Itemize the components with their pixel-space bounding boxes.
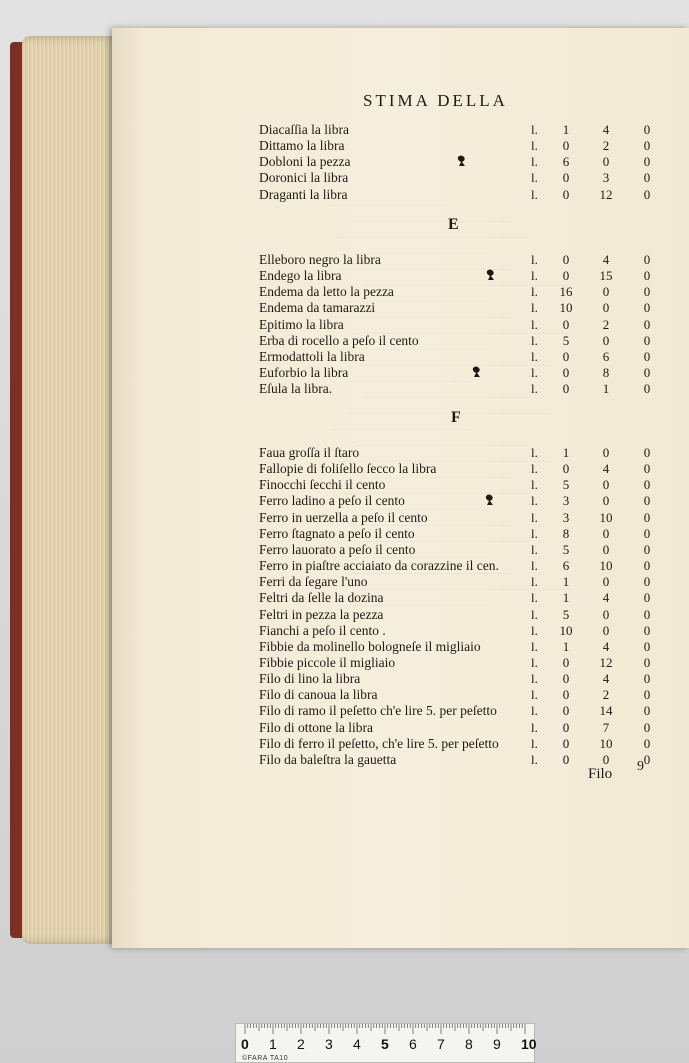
item-name: Ferro lauorato a peſo il cento [259, 541, 416, 557]
price-denari: 0 [643, 606, 651, 622]
item-name: Draganti la libra [259, 186, 348, 202]
item-name: Ferro ladino a peſo il cento [259, 493, 405, 509]
item-name: Endema da tamarazzi [259, 300, 376, 316]
price-soldi: 10 [599, 735, 613, 751]
price-denari: 0 [643, 316, 651, 332]
list-item [0, 461, 689, 477]
price-denari: 0 [643, 381, 651, 397]
price-lire: 10 [559, 622, 573, 638]
lira-sign: l. [531, 332, 538, 348]
list-item [0, 268, 689, 284]
price-denari: 0 [643, 348, 651, 364]
price-soldi: 3 [602, 170, 610, 186]
item-name: Ferro ſtagnato a peſo il cento [259, 525, 415, 541]
price-lire: 3 [562, 509, 570, 525]
price-soldi: 10 [599, 558, 613, 574]
item-name: Faua groſſa il ſtaro [259, 445, 360, 460]
item-name: Euforbio la libra [259, 365, 349, 381]
price-soldi: 2 [602, 138, 610, 154]
price-lire: 1 [562, 445, 570, 460]
price-denari: 0 [643, 122, 651, 137]
price-denari: 0 [643, 541, 651, 557]
price-soldi: 0 [602, 445, 610, 460]
list-item [0, 284, 689, 300]
price-soldi: 4 [602, 590, 610, 606]
price-soldi: 0 [602, 493, 610, 509]
lira-sign: l. [531, 122, 538, 137]
lira-sign: l. [531, 590, 538, 606]
price-lire: 0 [562, 654, 570, 670]
price-lire: 0 [562, 138, 570, 154]
price-lire: 0 [562, 735, 570, 751]
list-item [0, 574, 689, 590]
price-denari: 0 [643, 525, 651, 541]
item-name: Ferro in piaſtre acciaiato da corazzine il cen. [259, 558, 499, 574]
item-name: Filo di ottone la libra [259, 719, 373, 735]
price-soldi: 0 [602, 525, 610, 541]
item-name: Filo di ferro il peſetto, ch'e lire 5. per peſetto [259, 735, 499, 751]
price-lire: 0 [562, 719, 570, 735]
lira-sign: l. [531, 365, 538, 381]
price-soldi: 4 [602, 122, 610, 137]
lira-sign: l. [531, 154, 538, 170]
list-item [0, 477, 689, 493]
price-lire: 6 [562, 558, 570, 574]
price-denari: 0 [643, 461, 651, 477]
price-denari: 0 [643, 170, 651, 186]
price-denari: 0 [643, 654, 651, 670]
price-denari: 0 [643, 284, 651, 300]
price-soldi: 0 [602, 332, 610, 348]
price-lire: 16 [559, 284, 573, 300]
section-letter: E [448, 216, 459, 233]
price-soldi: 4 [602, 461, 610, 477]
price-lire: 5 [562, 477, 570, 493]
ruler-number: 7 [437, 1036, 445, 1052]
list-item [0, 349, 689, 365]
lira-sign: l. [531, 703, 538, 719]
price-denari: 0 [643, 558, 651, 574]
lira-sign: l. [531, 574, 538, 590]
price-lire: 8 [562, 525, 570, 541]
price-soldi: 0 [602, 154, 610, 170]
lira-sign: l. [531, 300, 538, 316]
ruler-number: 0 [241, 1036, 249, 1052]
catchword: Filo [588, 766, 613, 782]
price-denari: 0 [643, 703, 651, 719]
ruler-number: 2 [297, 1036, 305, 1052]
list-item [0, 752, 689, 768]
price-denari: 0 [643, 477, 651, 493]
price-soldi: 0 [602, 284, 610, 300]
price-soldi: 2 [602, 687, 610, 703]
list-item [0, 333, 689, 349]
lira-sign: l. [531, 638, 538, 654]
list-item [0, 493, 689, 509]
item-name: Filo di canoua la libra [259, 687, 378, 703]
list-item [0, 365, 689, 381]
item-name: Ferro in uerzella a peſo il cento [259, 509, 428, 525]
ruler-label: ©FARA TA10 [242, 1055, 289, 1062]
price-lire: 6 [562, 154, 570, 170]
price-soldi: 4 [602, 638, 610, 654]
price-denari: 0 [643, 493, 651, 509]
ruler-number: 4 [353, 1036, 361, 1052]
item-name: Endego la libra [259, 268, 342, 284]
list-item [0, 300, 689, 316]
lira-sign: l. [531, 654, 538, 670]
price-lire: 1 [562, 638, 570, 654]
lira-sign: l. [531, 719, 538, 735]
lira-sign: l. [531, 170, 538, 186]
ruler-number: 5 [381, 1036, 389, 1052]
list-item [0, 703, 689, 719]
lira-sign: l. [531, 509, 538, 525]
list-item [0, 170, 689, 186]
price-soldi: 0 [602, 606, 610, 622]
item-name: Feltri da ſelle la dozina [259, 590, 384, 606]
price-soldi: 0 [602, 622, 610, 638]
price-soldi: 0 [602, 751, 610, 767]
price-denari: 0 [643, 268, 651, 284]
price-denari: 0 [643, 719, 651, 735]
price-denari: 0 [643, 574, 651, 590]
price-soldi: 8 [602, 365, 610, 381]
lira-sign: l. [531, 284, 538, 300]
list-item [0, 623, 689, 639]
marginal-mark-icon [456, 154, 467, 167]
scale-ruler [235, 1023, 535, 1063]
ruler-number: 3 [325, 1036, 333, 1052]
price-lire: 1 [562, 590, 570, 606]
lira-sign: l. [531, 252, 538, 267]
price-soldi: 0 [602, 300, 610, 316]
price-soldi: 1 [602, 381, 610, 397]
item-name: Dobloni la pezza [259, 154, 351, 170]
list-item [0, 607, 689, 623]
price-denari: 0 [643, 252, 651, 267]
list-item [0, 542, 689, 558]
price-soldi: 14 [599, 703, 613, 719]
item-name: Fibbie da molinello bologneſe il migliaio [259, 638, 481, 654]
item-name: Ermodattoli la libra [259, 348, 365, 364]
price-lire: 5 [562, 332, 570, 348]
lira-sign: l. [531, 445, 538, 460]
lira-sign: l. [531, 348, 538, 364]
lira-sign: l. [531, 671, 538, 687]
price-denari: 0 [643, 138, 651, 154]
list-item [0, 655, 689, 671]
marginal-mark-icon [471, 365, 482, 378]
price-denari: 0 [643, 638, 651, 654]
price-denari: 0 [643, 671, 651, 687]
lira-sign: l. [531, 735, 538, 751]
lira-sign: l. [531, 186, 538, 202]
price-soldi: 0 [602, 574, 610, 590]
price-denari: 0 [643, 751, 651, 767]
item-name: Epitimo la libra [259, 316, 344, 332]
price-soldi: 6 [602, 348, 610, 364]
section-letter: F [451, 409, 461, 426]
price-denari: 0 [643, 445, 651, 460]
price-lire: 0 [562, 170, 570, 186]
item-name: Fianchi a peſo il cento . [259, 622, 386, 638]
price-soldi: 4 [602, 252, 610, 267]
price-lire: 1 [562, 574, 570, 590]
item-name: Erba di rocello a peſo il cento [259, 332, 419, 348]
price-lire: 0 [562, 316, 570, 332]
price-soldi: 7 [602, 719, 610, 735]
list-item [0, 720, 689, 736]
list-item [0, 590, 689, 606]
list-item [0, 445, 689, 461]
price-soldi: 0 [602, 541, 610, 557]
price-lire: 0 [562, 252, 570, 267]
ruler-number: 9 [493, 1036, 501, 1052]
lira-sign: l. [531, 268, 538, 284]
price-denari: 0 [643, 622, 651, 638]
price-soldi: 12 [599, 186, 613, 202]
ruler-number: 8 [465, 1036, 473, 1052]
item-name: Finocchi ſecchi il cento [259, 477, 386, 493]
price-denari: 0 [643, 735, 651, 751]
item-name: Doronici la libra [259, 170, 349, 186]
price-denari: 0 [643, 332, 651, 348]
lira-sign: l. [531, 477, 538, 493]
lira-sign: l. [531, 541, 538, 557]
list-item [0, 526, 689, 542]
lira-sign: l. [531, 751, 538, 767]
item-name: Filo da baleſtra la gauetta [259, 751, 397, 767]
price-soldi: 0 [602, 477, 610, 493]
item-name: Ferri da ſegare l'uno [259, 574, 368, 590]
price-soldi: 4 [602, 671, 610, 687]
item-name: Fibbie piccole il migliaio [259, 654, 396, 670]
list-item [0, 381, 689, 397]
price-lire: 0 [562, 268, 570, 284]
marginal-mark-icon [485, 268, 496, 281]
price-lire: 0 [562, 348, 570, 364]
price-denari: 0 [643, 300, 651, 316]
list-item [0, 736, 689, 752]
list-item [0, 187, 689, 203]
list-item [0, 154, 689, 170]
price-lire: 0 [562, 381, 570, 397]
item-name: Elleboro negro la libra [259, 252, 381, 267]
price-lire: 3 [562, 493, 570, 509]
lira-sign: l. [531, 461, 538, 477]
item-name: Diacaſſia la libra [259, 122, 349, 137]
price-soldi: 10 [599, 509, 613, 525]
lira-sign: l. [531, 687, 538, 703]
price-lire: 0 [562, 365, 570, 381]
lira-sign: l. [531, 381, 538, 397]
item-name: Filo di ramo il peſetto ch'e lire 5. per peſetto [259, 703, 497, 719]
lira-sign: l. [531, 622, 538, 638]
lira-sign: l. [531, 558, 538, 574]
marginal-mark-icon [484, 493, 495, 506]
price-lire: 0 [562, 671, 570, 687]
ruler-number: 10 [521, 1036, 537, 1052]
price-lire: 0 [562, 461, 570, 477]
price-lire: 10 [559, 300, 573, 316]
list-item [0, 252, 689, 268]
signature-mark: 9 [637, 759, 644, 774]
item-name: Endema da letto la pezza [259, 284, 394, 300]
price-lire: 5 [562, 606, 570, 622]
running-head: STIMA DELLA [363, 91, 508, 110]
price-denari: 0 [643, 590, 651, 606]
lira-sign: l. [531, 316, 538, 332]
lira-sign: l. [531, 525, 538, 541]
list-item [0, 558, 689, 574]
price-denari: 0 [643, 365, 651, 381]
item-name: Dittamo la libra [259, 138, 345, 154]
item-name: Fallopie di foliſello ſecco la libra [259, 461, 437, 477]
list-item [0, 671, 689, 687]
price-denari: 0 [643, 687, 651, 703]
item-name: Filo di lino la libra [259, 671, 361, 687]
price-lire: 5 [562, 541, 570, 557]
price-denari: 0 [643, 154, 651, 170]
price-soldi: 15 [599, 268, 613, 284]
list-item [0, 122, 689, 138]
list-item [0, 317, 689, 333]
ruler-number: 6 [409, 1036, 417, 1052]
item-name: Feltri in pezza la pezza [259, 606, 384, 622]
list-item [0, 639, 689, 655]
price-lire: 1 [562, 122, 570, 137]
lira-sign: l. [531, 138, 538, 154]
ruler-number: 1 [269, 1036, 277, 1052]
price-lire: 0 [562, 703, 570, 719]
price-lire: 0 [562, 687, 570, 703]
item-name: Eſula la libra. [259, 381, 333, 397]
list-item [0, 510, 689, 526]
lira-sign: l. [531, 493, 538, 509]
list-item [0, 687, 689, 703]
price-lire: 0 [562, 751, 570, 767]
lira-sign: l. [531, 606, 538, 622]
list-item [0, 138, 689, 154]
price-denari: 0 [643, 186, 651, 202]
ruler-tick-marks [236, 1024, 534, 1036]
price-soldi: 12 [599, 654, 613, 670]
price-soldi: 2 [602, 316, 610, 332]
price-lire: 0 [562, 186, 570, 202]
price-denari: 0 [643, 509, 651, 525]
